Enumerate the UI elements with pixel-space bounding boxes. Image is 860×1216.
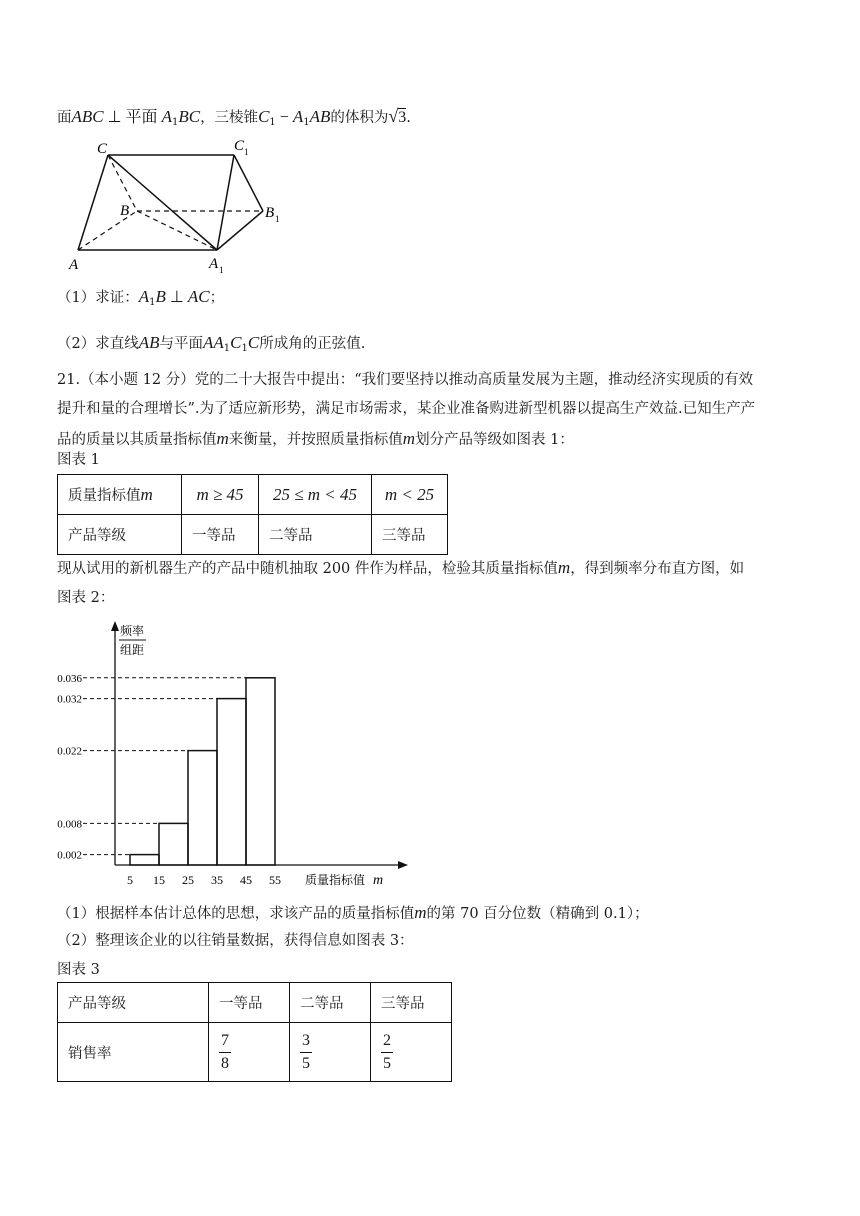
table-cell: 三等品 <box>371 983 452 1023</box>
x-axis-label: 质量指标值 <box>305 873 366 887</box>
histogram-bar <box>159 823 188 865</box>
y-tick-label: 0.022 <box>57 745 82 758</box>
y-axis-label-bottom: 组距 <box>120 643 145 657</box>
vertex-label-C: C <box>97 141 108 157</box>
table-row <box>58 983 452 1023</box>
q20-part1: （1）求证：$A_1B$ ⊥ AC； <box>57 287 225 308</box>
vertex-label-A1: A <box>209 256 219 272</box>
y-tick-label: 0.008 <box>57 818 82 831</box>
x-tick-label: 55 <box>269 873 281 887</box>
x-axis-arrow-icon <box>398 861 408 869</box>
histogram-bar <box>130 855 159 865</box>
vertex-label-B: B <box>120 203 130 219</box>
table-cell: 二等品 <box>290 983 371 1023</box>
q20-part2: （2）求直线AB与平面$AA_1C_1C$所成角的正弦值. <box>57 333 366 354</box>
q21-part2: （2）整理该企业的以往销量数据，获得信息如图表 3： <box>57 933 414 949</box>
q21-sample-text: 现从试用的新机器生产的产品中随机抽取 200 件作为样品，检验其质量指标值m，得到频率分布直方图，如 图表 2： <box>57 558 745 606</box>
sales-rate-table <box>57 982 452 1082</box>
table-cell: 销售率 <box>58 1023 209 1082</box>
table-row <box>58 515 448 555</box>
histogram-bar <box>188 751 217 865</box>
q21-part1: （1）根据样本估计总体的思想，求该产品的质量指标值m的第 70 百分位数（精确到 0.1）； <box>57 903 649 922</box>
x-axis-label-variable: m <box>373 873 384 888</box>
vertex-label-C1-sub: 1 <box>244 147 249 157</box>
q21-intro <box>57 366 805 455</box>
table-cell: 25 ≤ m < 45 <box>259 475 372 515</box>
table-cell: 产品等级 <box>58 983 209 1023</box>
table-cell <box>209 1023 290 1082</box>
y-tick-label: 0.032 <box>57 693 82 706</box>
fraction-7-8: $\frac{7}{8}$ <box>221 1031 229 1072</box>
histogram-bar <box>246 678 275 865</box>
q21-intro-line3: 品的质量以其质量指标值m来衡量，并按照质量指标值m划分产品等级如图表 1： <box>57 429 574 448</box>
table3-caption: 图表 3 <box>57 962 100 978</box>
vertex-label-A: A <box>69 257 79 273</box>
frequency-histogram <box>57 615 420 895</box>
triangular-prism-figure <box>60 135 300 280</box>
x-tick-label: 25 <box>182 873 194 887</box>
vertex-label-C1: C <box>234 138 245 154</box>
q21-intro-line1: 21.（本小题 12 分）党的二十大报告中提出：“我们要坚持以推动高质量发展为主题，推动经济实现质的有效 <box>57 372 754 388</box>
table-row <box>58 1023 452 1082</box>
table-cell: 一等品 <box>182 515 259 555</box>
table-cell: 二等品 <box>259 515 372 555</box>
table-cell <box>371 1023 452 1082</box>
fraction-2-5: $\frac{2}{5}$ <box>383 1031 391 1072</box>
fraction-3-5: $\frac{3}{5}$ <box>302 1031 310 1072</box>
x-tick-label: 15 <box>153 873 165 887</box>
x-tick-label: 45 <box>240 873 252 887</box>
table-cell: 一等品 <box>209 983 290 1023</box>
histogram-bar <box>217 699 246 865</box>
y-tick-label: 0.002 <box>57 849 82 862</box>
q20-condition-line: 面ABC ⊥ 平面 $A_1BC$，三棱锥$C_1 - A_1AB$的体积为√3. <box>57 106 411 128</box>
x-tick-label: 5 <box>127 873 133 887</box>
x-tick-label: 35 <box>211 873 223 887</box>
y-axis-label-top: 频率 <box>120 624 145 638</box>
table-cell: 三等品 <box>372 515 448 555</box>
vertex-label-A1-sub: 1 <box>219 265 224 275</box>
table-cell: 质量指标值m <box>58 475 182 515</box>
y-axis-arrow-icon <box>111 621 119 631</box>
table-cell: m < 25 <box>372 475 448 515</box>
table-cell <box>290 1023 371 1082</box>
table-cell: 产品等级 <box>58 515 182 555</box>
table1-caption: 图表 1 <box>57 452 100 468</box>
vertex-label-B1-sub: 1 <box>275 214 280 224</box>
table-row <box>58 475 448 515</box>
y-tick-label: 0.036 <box>57 672 82 685</box>
grade-criteria-table <box>57 474 448 555</box>
q21-intro-line2: 提升和量的合理增长”.为了适应新形势，满足市场需求，某企业准备购进新型机器以提高生产效益.已知生产产 <box>57 401 756 417</box>
table-cell: m ≥ 45 <box>182 475 259 515</box>
vertex-label-B1: B <box>265 205 275 221</box>
